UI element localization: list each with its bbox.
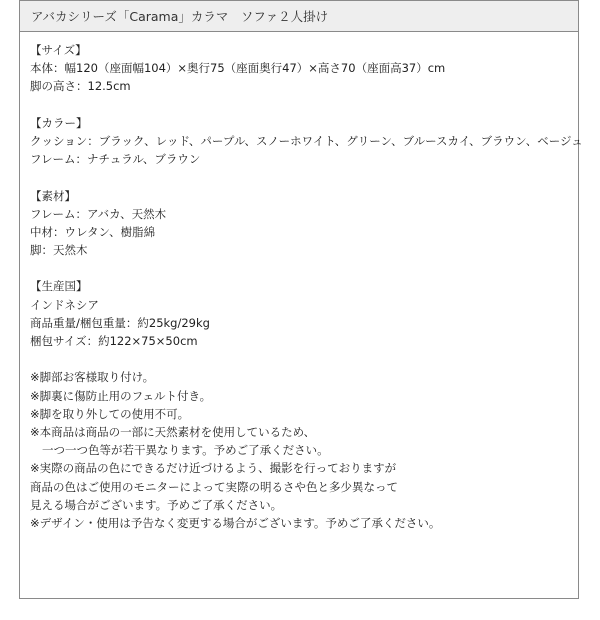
origin-section [30,277,578,350]
note-leg-assembly: ※脚部お客様取り付け。 [30,370,155,385]
origin-heading: 【生産国】 [30,279,88,294]
size-heading: 【サイズ】 [30,43,87,57]
size-body-dimensions: 本体：幅120（座面幅104）×奥行75（座面奥行47）×高さ70（座面高37）cm [30,61,446,76]
spec-content [20,32,583,532]
spec-panel [19,0,583,599]
notes-section [30,368,578,532]
note-color-1: ※実際の商品の色にできるだけ近づけるよう、撮影を行っておりますが [30,461,397,476]
color-section [30,114,583,169]
note-natural-material: ※本商品は商品の一部に天然素材を使用しているため、 [30,424,316,439]
size-leg-height: 脚の高さ：12.5cm [30,79,131,94]
color-cushion: クッション：ブラック、レッド、パープル、スノーホワイト、グリーン、ブルースカイ、ブラウン、ベージュ [30,133,583,148]
note-design-change: ※デザイン・使用は予告なく変更する場合がございます。予めご了承ください。 [30,515,441,530]
color-heading: 【カラー】 [30,115,88,130]
origin-package-size: 梱包サイズ：約122×75×50cm [30,334,198,348]
material-filling: 中材：ウレタン、樹脂綿 [30,224,156,239]
material-legs: 脚：天然木 [30,243,88,258]
note-color-2: 商品の色はご使用のモニターによって実際の明るさや色と多少異なって [30,479,398,494]
origin-weight: 商品重量/梱包重量：約25kg/29kg [30,315,210,330]
note-felt: ※脚裏に傷防止用のフェルト付き。 [30,388,212,403]
material-section [30,187,578,260]
color-frame: フレーム：ナチュラル、ブラウン [30,152,201,167]
note-color-3: 見える場合がございます。予めご了承ください。 [30,497,283,512]
product-title: アバカシリーズ「Carama」カラマ ソファ２人掛け [20,1,578,32]
note-natural-material-cont: 一つ一つ色等が若干異なります。予めご了承ください。 [42,443,329,458]
origin-country: インドネシア [30,297,99,312]
note-no-legs: ※脚を取り外しての使用不可。 [30,406,190,421]
size-section [30,41,578,96]
material-frame: フレーム：アバカ、天然木 [30,206,167,221]
material-heading: 【素材】 [30,188,76,203]
